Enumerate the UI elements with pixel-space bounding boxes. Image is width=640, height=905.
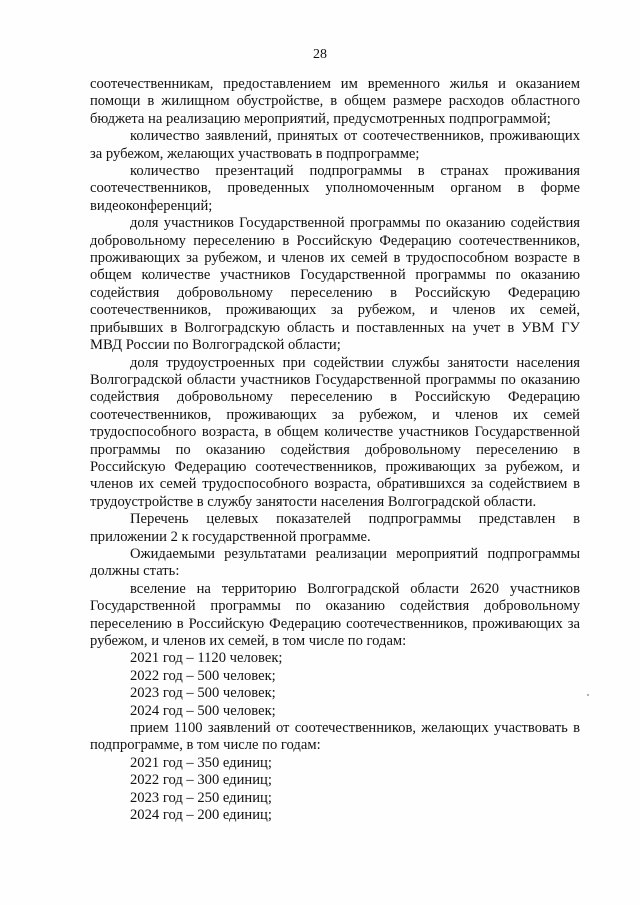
paragraph-employed-share: доля трудоустроенных при содействии службы занятости населения Волгоградской области участников Государственной программы по оказанию содействия добровольному переселению в Российскую Федерацию соотечественников, проживающих за рубежом, и членов их семей трудоспособного возраста, в общем количестве участников Государственной программы по оказанию содействия добровольному переселению в Российскую Федерацию соотечественников, проживающих за рубежом, и членов их семей трудоспособного возраста, обратившихся за содействием в трудоустройстве в службу занятости населения Волгоградской области. [90, 354, 580, 510]
applications-year-2022: 2022 год – 300 единиц; [130, 772, 272, 789]
paragraph-expected-results: Ожидаемыми результатами реализации мероприятий подпрограммы должны стать: [90, 545, 580, 580]
paragraph-applications-target: прием 1100 заявлений от соотечественников, желающих участвовать в подпрограмме, в том числе по годам: [90, 720, 580, 754]
settlers-year-2022: 2022 год – 500 человек; [130, 667, 276, 684]
paragraph-presentations-count: количество презентаций подпрограммы в странах проживания соотечественников, проведенных уполномоченным органом в форме видеоконференций; [90, 163, 580, 214]
document-body [90, 76, 580, 824]
settlers-year-2021: 2021 год – 1120 человек; [130, 650, 283, 667]
paragraph-continuation: соотечественникам, предоставлением им временного жилья и оказанием помощи в жилищном обустройстве, в общем размере расходов областного бюджета на реализацию мероприятий, предусмотренных подпрограммой; [90, 76, 580, 127]
settlers-year-2023: 2023 год – 500 человек; [130, 685, 276, 702]
settlers-year-2024: 2024 год – 500 человек; [130, 702, 276, 719]
applications-year-2023: 2023 год – 250 единиц; [130, 789, 272, 806]
paragraph-working-age-share: доля участников Государственной программы по оказанию содействия добровольному переселению в Российскую Федерацию соотечественников, проживающих за рубежом, и членов их семей в трудоспособном возрасте в общем количестве участников Государственной программы по оказанию содействия добровольному переселению в Российскую Федерацию соотечественников, проживающих за рубежом, и членов их семей, прибывших в Волгоградскую область и поставленных на учет в УВМ ГУ МВД России по Волгоградской области; [90, 215, 580, 354]
paragraph-applications-count: количество заявлений, принятых от соотечественников, проживающих за рубежом, желающих участвовать в подпрограмме; [90, 128, 580, 162]
applications-year-2024: 2024 год – 200 единиц; [130, 807, 272, 824]
scan-speck [587, 694, 589, 696]
page-number: 28 [313, 47, 327, 62]
paragraph-settlement-target: вселение на территорию Волгоградской области 2620 участников Государственной программы по оказанию содействия добровольному переселению в Российскую Федерацию соотечественников, проживающих за рубежом, и членов их семей, в том числе по годам: [90, 580, 580, 649]
paragraph-indicators-list: Перечень целевых показателей подпрограммы представлен в приложении 2 к государственной программе. [90, 511, 580, 545]
applications-year-2021: 2021 год – 350 единиц; [130, 754, 272, 771]
